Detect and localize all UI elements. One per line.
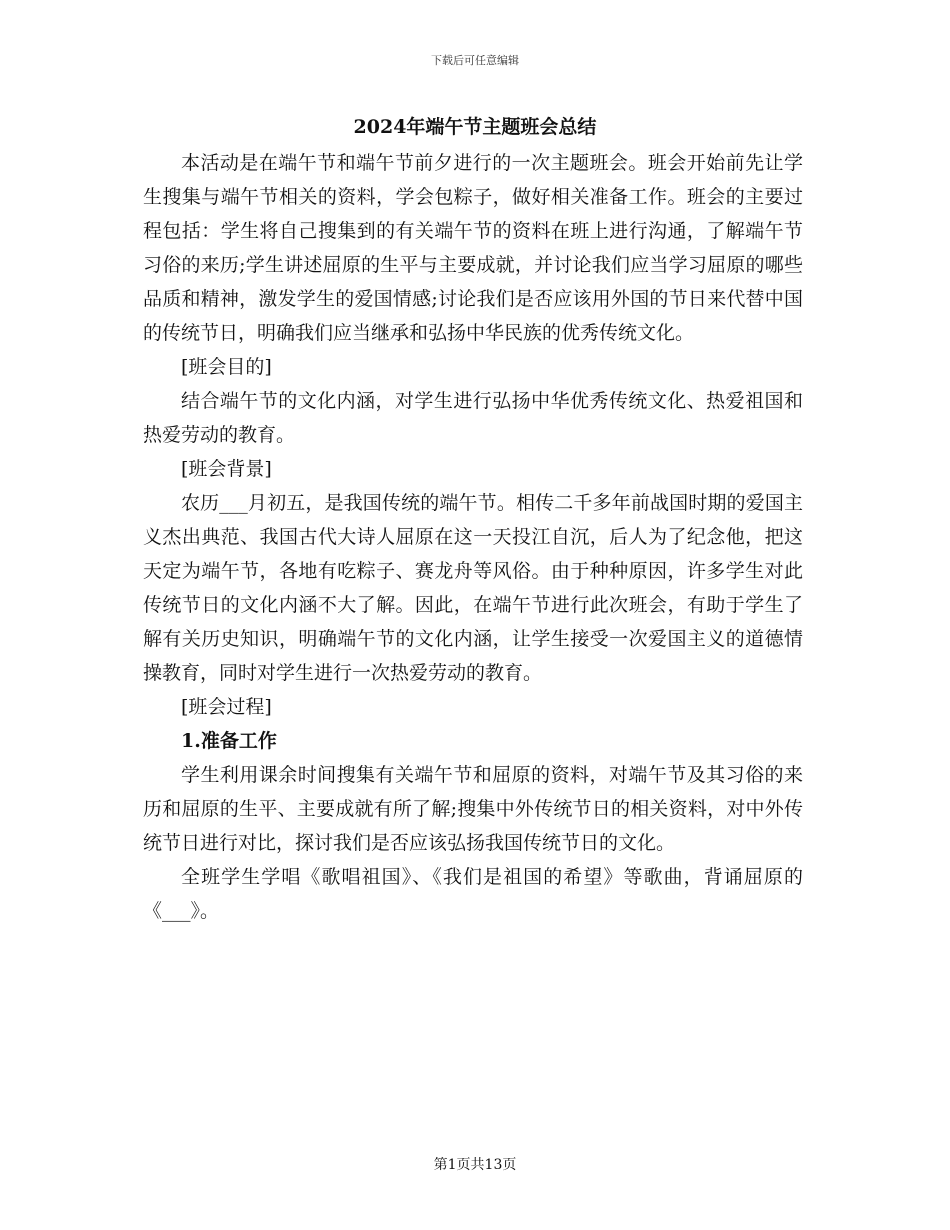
download-note: 下载后可任意编辑 [431, 54, 519, 67]
section-label-background: [班会背景] [181, 458, 272, 480]
document-body [143, 146, 803, 928]
songs-paragraph: 全班学生学唱《歌唱祖国》、《我们是祖国的希望》等歌曲，背诵屈原的《___》。 [143, 866, 803, 922]
page-number: 第1页共13页 [433, 1157, 517, 1173]
document-title: 2024年端午节主题班会总结 [353, 116, 597, 138]
intro-paragraph: 本活动是在端午节和端午节前夕进行的一次主题班会。班会开始前先让学生搜集与端午节相关的资料，学会包粽子，做好相关准备工作。班会的主要过程包括：学生将自己搜集到的有关端午节的资料在班上进行沟通，了解端午节习俗的来历;学生讲述屈原的生平与主要成就，并讨论我们应当学习屈原的哪些品质和精神，激发学生的爱国情感;讨论我们是否应该用外国的节日来代替中国的传统节日，明确我们应当继承和弘扬中华民族的优秀传统文化。 [143, 152, 803, 344]
purpose-paragraph: 结合端午节的文化内涵，对学生进行弘扬中华优秀传统文化、热爱祖国和热爱劳动的教育。 [143, 390, 803, 446]
section-label-purpose: [班会目的] [181, 356, 272, 378]
section-label-process: [班会过程] [181, 696, 272, 718]
preparation-paragraph: 学生利用课余时间搜集有关端午节和屈原的资料，对端午节及其习俗的来历和屈原的生平、主要成就有所了解;搜集中外传统节日的相关资料，对中外传统节日进行对比，探讨我们是否应该弘扬我国传统节日的文化。 [143, 764, 803, 854]
preparation-heading: 1.准备工作 [181, 730, 277, 752]
background-paragraph: 农历___月初五，是我国传统的端午节。相传二千多年前战国时期的爱国主义杰出典范、我国古代大诗人屈原在这一天投江自沉，后人为了纪念他，把这天定为端午节，各地有吃粽子、赛龙舟等风俗。由于种种原因，许多学生对此传统节日的文化内涵不大了解。因此，在端午节进行此次班会，有助于学生了解有关历史知识，明确端午节的文化内涵，让学生接受一次爱国主义的道德情操教育，同时对学生进行一次热爱劳动的教育。 [143, 492, 803, 684]
